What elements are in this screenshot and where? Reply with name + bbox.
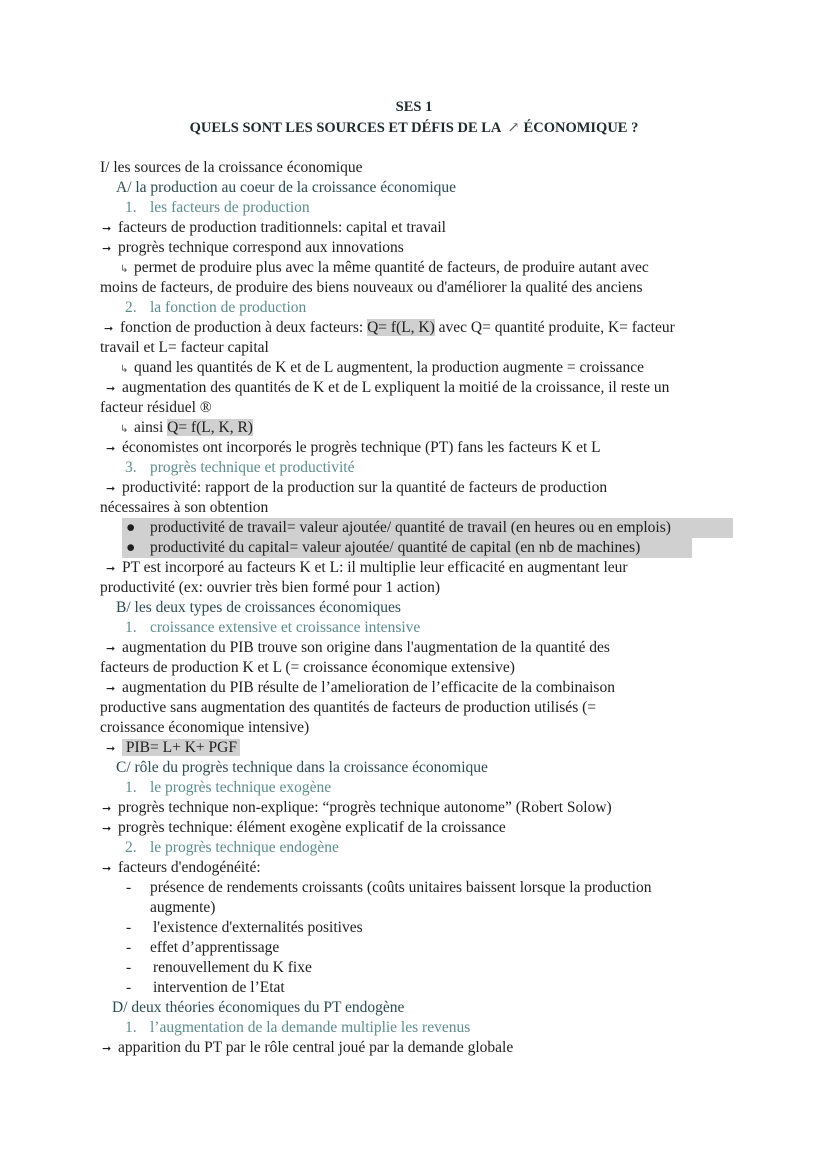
line-text: augmentation du PIB résulte de l’amelioration de l’efficacite de la combinaison xyxy=(122,679,615,696)
dash-item-continuation xyxy=(0,898,828,918)
heading-text: progrès technique et productivité xyxy=(150,459,355,476)
line-text: progrès technique correspond aux innovations xyxy=(118,239,404,256)
highlighted-formula: Q= f(L, K) xyxy=(367,319,435,336)
subsection-heading-C: C/ rôle du progrès technique dans la croissance économique xyxy=(116,759,488,776)
arrow-line xyxy=(0,318,828,338)
heading-text: le progrès technique endogène xyxy=(150,839,339,856)
heading-text: l’augmentation de la demande multiplie les revenus xyxy=(150,1019,471,1036)
numbered-heading xyxy=(0,618,828,638)
sub-arrow-icon: ↳ xyxy=(120,264,129,275)
heading-text: croissance extensive et croissance intensive xyxy=(150,619,421,636)
highlighted-formula: PIB= L+ K+ PGF xyxy=(122,739,240,756)
line-text: apparition du PT par le rôle central joué par la demande globale xyxy=(118,1039,514,1056)
document-body xyxy=(0,158,828,1058)
arrow-line xyxy=(0,378,828,398)
arrow-line xyxy=(0,1038,828,1058)
title-text-end: ÉCONOMIQUE ? xyxy=(523,120,639,136)
line-text: permet de produire plus avec la même quantité de facteurs, de produire autant avec xyxy=(134,259,649,276)
line-text: augmentation des quantités de K et de L expliquent la moitié de la croissance, il reste un xyxy=(122,379,670,396)
line-text: productivité: rapport de la production sur la quantité de facteurs de production xyxy=(122,479,608,496)
dash-icon: - xyxy=(126,959,132,976)
arrow-icon: ➞ xyxy=(106,382,116,395)
bullet-item xyxy=(0,518,828,538)
subsection-heading-D: D/ deux théories économiques du PT endogène xyxy=(112,999,405,1016)
arrow-icon: ➞ xyxy=(106,562,116,575)
bullet-icon: ● xyxy=(126,539,136,556)
dash-item xyxy=(0,918,828,938)
line-continuation: productive sans augmentation des quantités de facteurs de production utilisés (= xyxy=(100,699,596,716)
sub-arrow-icon: ↳ xyxy=(120,424,129,435)
line-continuation: moins de facteurs, de produire des biens nouveaux ou d'améliorer la qualité des anciens xyxy=(100,279,643,296)
dash-text: augmente) xyxy=(150,899,216,916)
heading-number: 1. xyxy=(125,619,137,636)
arrow-line xyxy=(0,738,828,758)
line-continuation: facteur résiduel ® xyxy=(100,399,212,416)
dash-item xyxy=(0,958,828,978)
line-text: progrès technique non-explique: “progrès technique autonome” (Robert Solow) xyxy=(118,799,612,816)
arrow-icon: ➞ xyxy=(102,862,112,875)
arrow-icon: ➞ xyxy=(102,822,112,835)
numbered-heading xyxy=(0,298,828,318)
arrow-icon: ➞ xyxy=(102,1042,112,1055)
line-text: facteurs d'endogénéité: xyxy=(118,859,261,876)
numbered-heading xyxy=(0,198,828,218)
dash-icon: - xyxy=(126,979,132,996)
arrow-icon: ➞ xyxy=(102,802,112,815)
numbered-heading xyxy=(0,838,828,858)
line-text: fonction de production à deux facteurs: xyxy=(120,319,368,336)
line-text: progrès technique: élément exogène explicatif de la croissance xyxy=(118,819,506,836)
section-heading-I: I/ les sources de la croissance économique xyxy=(100,159,363,176)
highlight xyxy=(122,518,733,538)
line-text: PT est incorporé au facteurs K et L: il multiplie leur efficacité en augmentant leur xyxy=(122,559,628,576)
increase-arrow-icon: ↗ xyxy=(507,120,520,136)
heading-text: les facteurs de production xyxy=(150,199,310,216)
arrow-icon: ➞ xyxy=(106,682,116,695)
sub-arrow-icon: ↳ xyxy=(120,364,129,375)
line-text: ainsi xyxy=(134,419,168,436)
line-text: avec Q= quantité produite, K= facteur xyxy=(434,319,675,336)
dash-icon: - xyxy=(126,879,132,896)
numbered-heading xyxy=(0,1018,828,1038)
highlighted-formula: Q= f(L, K, R) xyxy=(167,419,253,436)
arrow-line xyxy=(0,678,828,698)
heading-text: le progrès technique exogène xyxy=(150,779,332,796)
arrow-line xyxy=(0,218,828,238)
arrow-line xyxy=(0,818,828,838)
bullet-item xyxy=(0,538,828,558)
sub-line xyxy=(0,418,828,438)
dash-item xyxy=(0,878,828,898)
sub-line xyxy=(0,258,828,278)
heading-number: 1. xyxy=(125,199,137,216)
line-continuation: productivité (ex: ouvrier très bien formé pour 1 action) xyxy=(100,579,441,596)
arrow-icon: ➞ xyxy=(102,222,112,235)
dash-icon: - xyxy=(126,919,132,936)
arrow-icon: ➞ xyxy=(102,242,112,255)
arrow-line xyxy=(0,638,828,658)
heading-text: la fonction de production xyxy=(150,299,307,316)
bullet-text: productivité de travail= valeur ajoutée/ quantité de travail (en heures ou en emplois) xyxy=(150,519,671,536)
heading-number: 2. xyxy=(125,299,137,316)
bullet-icon: ● xyxy=(126,519,136,536)
dash-item xyxy=(0,978,828,998)
line-text: augmentation du PIB trouve son origine dans l'augmentation de la quantité des xyxy=(122,639,610,656)
numbered-heading xyxy=(0,778,828,798)
title-text: QUELS SONT LES SOURCES ET DÉFIS DE LA xyxy=(189,120,502,136)
arrow-line xyxy=(0,438,828,458)
subsection-heading-A: A/ la production au coeur de la croissance économique xyxy=(116,179,457,196)
page-title xyxy=(0,120,828,137)
course-label: SES 1 xyxy=(395,99,433,115)
line-text: économistes ont incorporés le progrès technique (PT) fans les facteurs K et L xyxy=(122,439,601,456)
heading-number: 2. xyxy=(125,839,137,856)
bullet-text: productivité du capital= valeur ajoutée/ quantité de capital (en nb de machines) xyxy=(150,539,641,556)
numbered-heading xyxy=(0,458,828,478)
dash-text: effet d’apprentissage xyxy=(150,939,280,956)
heading-number: 1. xyxy=(125,779,137,796)
line-continuation: nécessaires à son obtention xyxy=(100,499,269,516)
line-text: facteurs de production traditionnels: capital et travail xyxy=(118,219,446,236)
subsection-heading-B: B/ les deux types de croissances économiques xyxy=(116,599,401,616)
dash-text: l'existence d'externalités positives xyxy=(153,919,363,936)
dash-item xyxy=(0,938,828,958)
arrow-line xyxy=(0,238,828,258)
dash-text: présence de rendements croissants (coûts unitaires baissent lorsque la production xyxy=(150,879,652,896)
arrow-line xyxy=(0,558,828,578)
line-continuation: travail et L= facteur capital xyxy=(100,339,269,356)
highlight xyxy=(122,538,692,558)
line-text: quand les quantités de K et de L augmentent, la production augmente = croissance xyxy=(134,359,645,376)
arrow-icon: ➞ xyxy=(106,482,116,495)
dash-text: renouvellement du K fixe xyxy=(153,959,312,976)
arrow-line xyxy=(0,478,828,498)
dash-icon: - xyxy=(126,939,132,956)
dash-text: intervention de l’Etat xyxy=(153,979,285,996)
line-continuation: facteurs de production K et L (= croissance économique extensive) xyxy=(100,659,515,676)
heading-number: 1. xyxy=(125,1019,137,1036)
arrow-icon: ➞ xyxy=(104,322,114,335)
arrow-icon: ➞ xyxy=(106,742,116,755)
sub-line xyxy=(0,358,828,378)
arrow-icon: ➞ xyxy=(106,442,116,455)
heading-number: 3. xyxy=(125,459,137,476)
arrow-line xyxy=(0,858,828,878)
arrow-line xyxy=(0,798,828,818)
arrow-icon: ➞ xyxy=(106,642,116,655)
line-continuation: croissance économique intensive) xyxy=(100,719,310,736)
